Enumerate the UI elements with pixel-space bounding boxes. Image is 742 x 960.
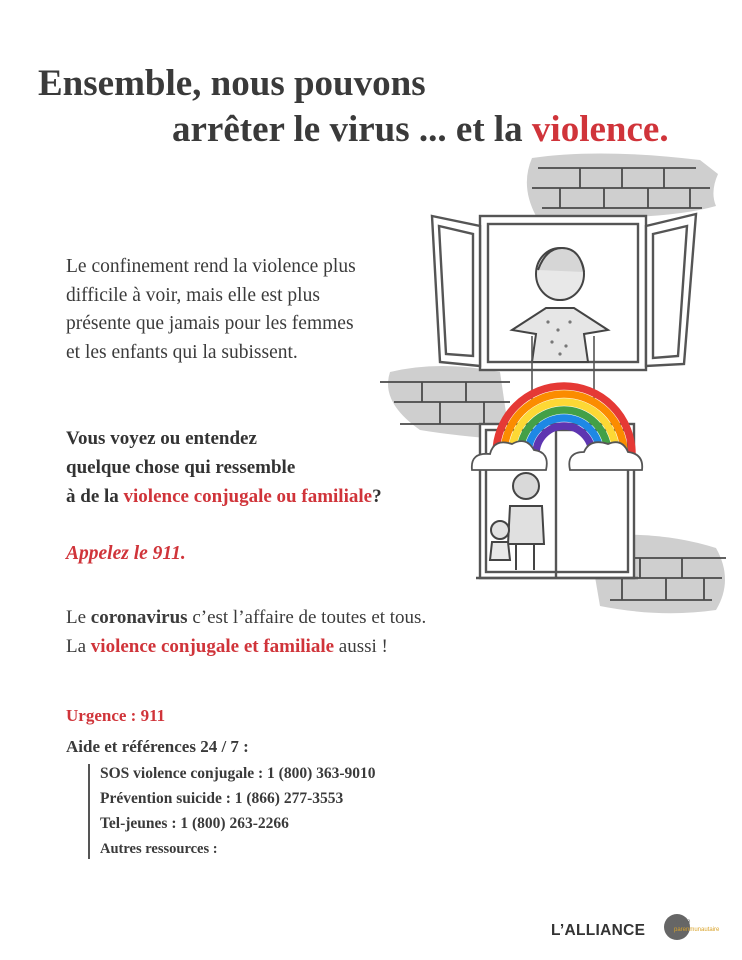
resource-item: Prévention suicide : 1 (866) 277-3553 [100,790,344,807]
intro-line: difficile à voir, mais elle est plus [66,284,320,306]
question-line-1: Vous voyez ou entendez [66,428,257,449]
coronavirus-line-2 [66,632,426,661]
resource-item: SOS violence conjugale : 1 (800) 363-9010 [100,765,376,782]
intro-paragraph [66,253,426,367]
title-highlight: violence. [531,109,669,150]
intro-line: et les enfants qui la subissent. [66,341,298,363]
coronavirus-paragraph [66,603,426,661]
title-line-2-text: arrêter le virus ... et la [172,109,523,150]
coronavirus-word: coronavirus [90,607,188,628]
intro-line: Le confinement rend la violence plus [66,256,356,277]
violence-prefix: La [66,636,87,657]
agency-logo-line-2: parenmunautaire [674,927,720,933]
question-highlight: violence conjugale ou familiale [123,486,373,507]
intro-line: présente que jamais pour les femmes [66,313,354,334]
call-to-action: Appelez le 911. [66,543,186,564]
help-heading: Aide et références 24 / 7 : [66,737,249,756]
title-line-1: Ensemble, nous pouvons [38,63,426,104]
coronavirus-prefix: Le [66,607,87,628]
resource-item: Autres ressources : [100,841,218,857]
resource-item: Tel-jeunes : 1 (800) 263-2266 [100,815,289,832]
agency-logo-line-1: gence [674,919,691,925]
resources-divider [88,764,90,859]
question-line-3 [66,482,382,511]
emergency-number: Urgence : 911 [66,706,166,725]
question-block [66,424,382,511]
question-line-2: quelque chose qui ressemble [66,457,296,478]
coronavirus-line-1 [66,603,426,632]
agency-logo-text [674,918,719,934]
window-illustration [360,140,742,660]
alliance-logo: L’ALLIANCE [551,922,646,939]
question-mark: ? [372,486,382,507]
violence-suffix: aussi ! [338,636,388,657]
violence-highlight: violence conjugale et familiale [90,636,335,657]
coronavirus-suffix: c’est l’affaire de toutes et tous. [192,607,427,628]
question-line-3-text: à de la [66,486,119,507]
